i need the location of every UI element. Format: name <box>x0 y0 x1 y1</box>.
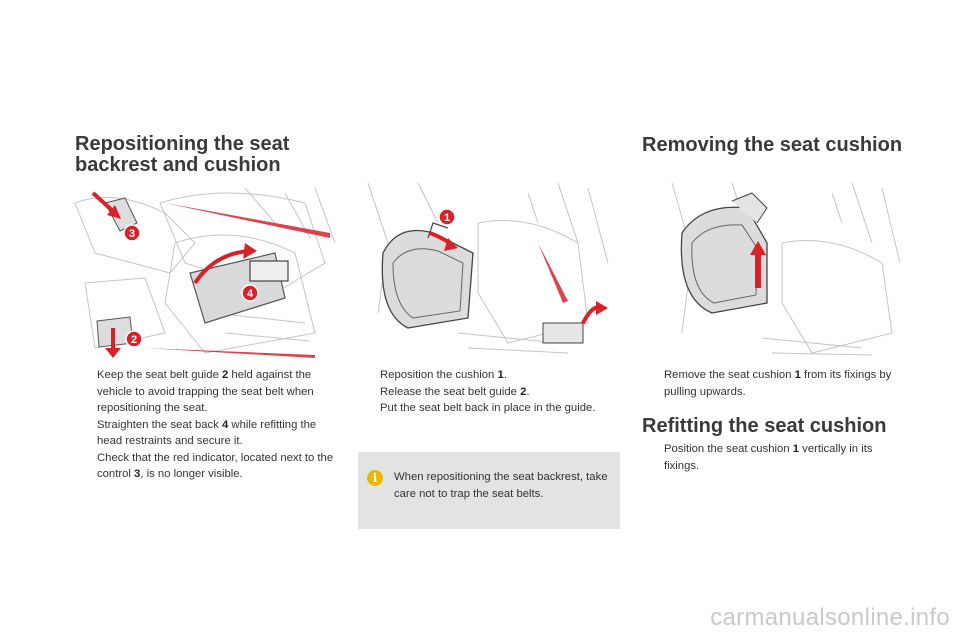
callout-1-label: 1 <box>443 212 451 224</box>
list-item: Put the seat belt back in place in the guide. <box>380 402 596 414</box>
list-item: Keep the seat belt guide 2 held against the vehicle to avoid trapping the seat belt when repositioning the seat. <box>97 369 314 414</box>
list-item: Position the seat cushion 1 vertically in its fixings. <box>664 443 873 472</box>
illustration-backrest <box>75 183 337 358</box>
heading-refitting: Refitting the seat cushion <box>642 415 887 437</box>
list-item: Remove the seat cushion 1 from its fixings by pulling upwards. <box>664 369 892 398</box>
callout-3-label: 3 <box>128 228 136 240</box>
list-item: Check that the red indicator, located next to the control 3, is no longer visible. <box>97 451 334 480</box>
heading-removing: Removing the seat cushion <box>642 134 903 156</box>
illustration-cushion-removal <box>642 183 904 358</box>
steps-refitting <box>642 441 904 474</box>
illustration-cushion-drawing <box>358 183 620 358</box>
note-box <box>358 452 620 529</box>
callout-4 <box>242 285 258 301</box>
illustration-cushion-reposition <box>358 183 620 358</box>
illustration-removal-drawing <box>642 183 904 358</box>
callout-2 <box>126 331 142 347</box>
callout-2-label: 2 <box>130 334 138 346</box>
list-item: Release the seat belt guide 2. <box>380 385 530 398</box>
info-icon: i <box>367 470 383 486</box>
callout-3 <box>124 225 140 241</box>
callout-1 <box>439 209 455 225</box>
steps-repositioning <box>75 367 340 483</box>
illustration-backrest-drawing <box>75 183 337 358</box>
watermark: carmanualsonline.info <box>710 604 950 631</box>
callout-4-label: 4 <box>246 288 254 300</box>
list-item: Reposition the cushion 1. <box>380 369 507 381</box>
steps-reposition-cushion <box>358 367 623 417</box>
list-item: Straighten the seat back 4 while refitting the head restraints and secure it. <box>97 418 317 447</box>
note-text: When repositioning the seat backrest, take care not to trap the seat belts. <box>394 471 608 500</box>
heading-repositioning: Repositioning the seat backrest and cushion <box>75 133 290 176</box>
steps-removing <box>642 367 904 400</box>
